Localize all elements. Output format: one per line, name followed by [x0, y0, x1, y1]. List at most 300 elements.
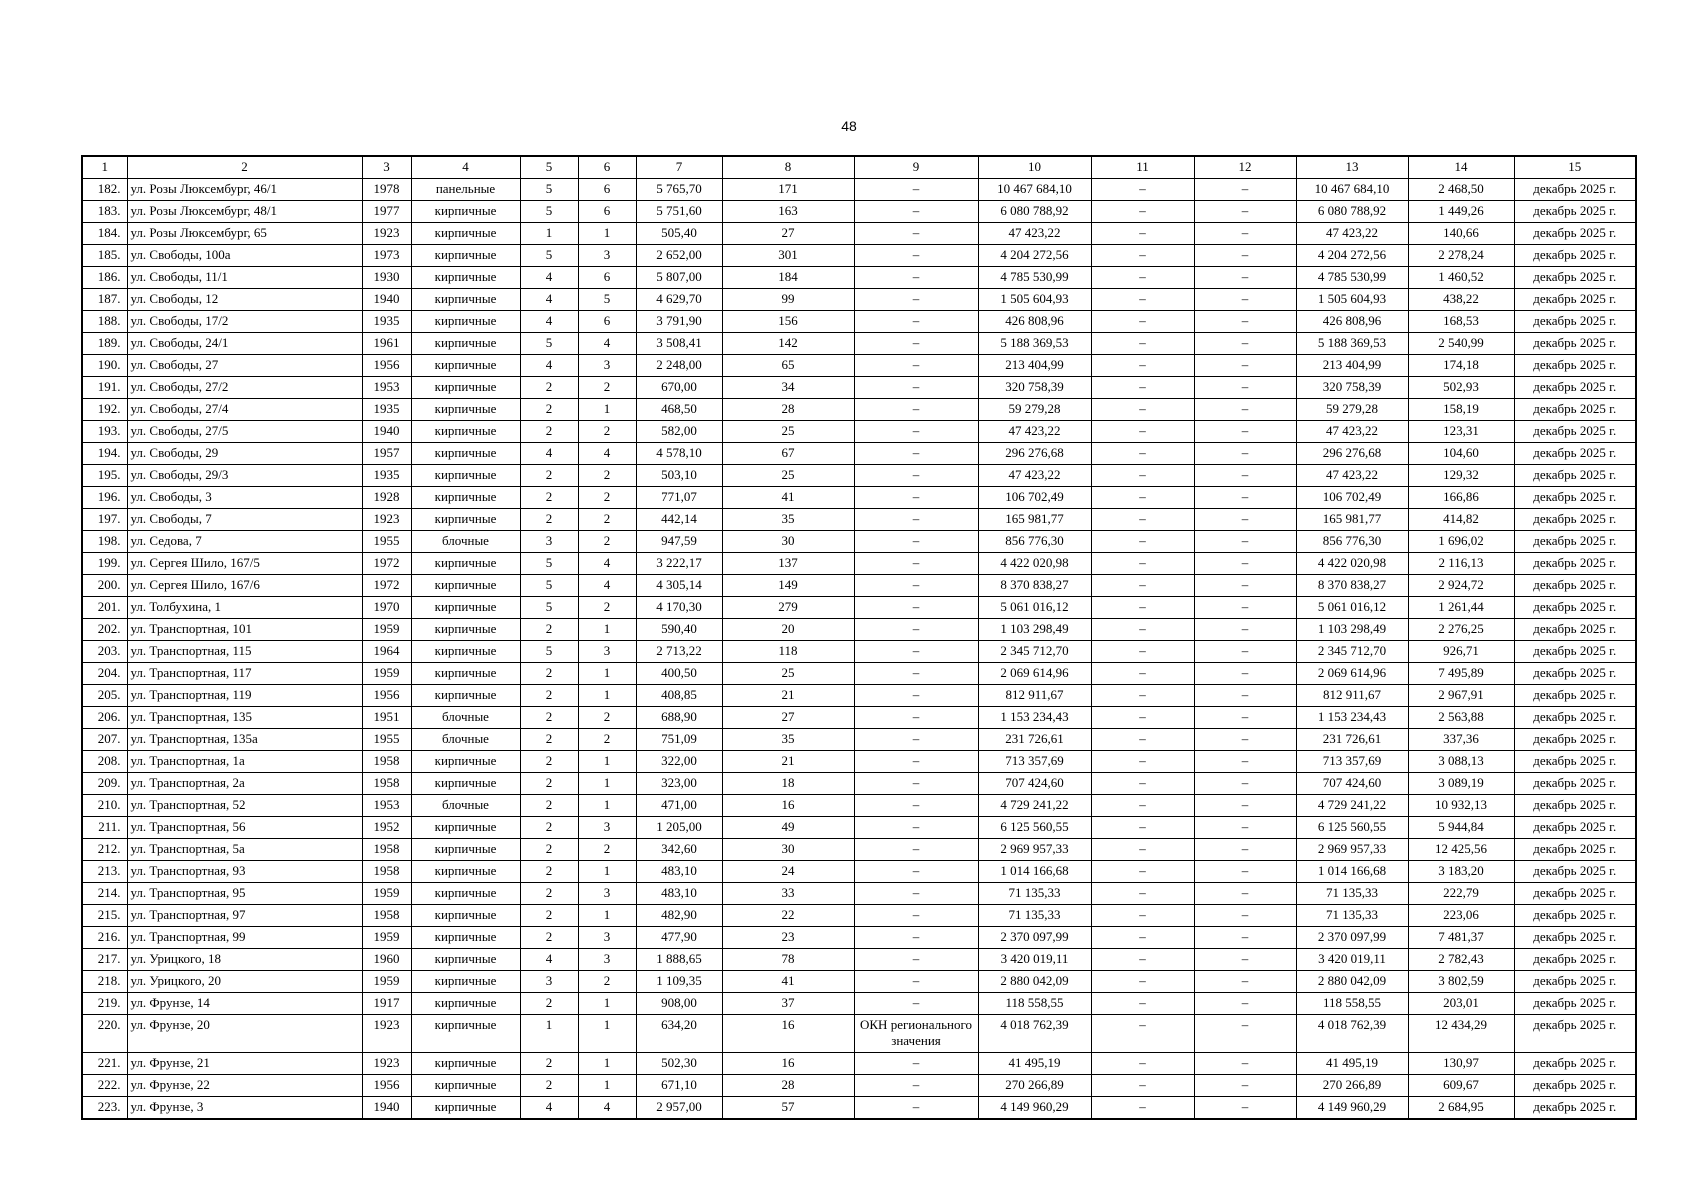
cell-wall-material: кирпичные	[411, 905, 520, 927]
cell-cost-col-13: 231 726,61	[1296, 729, 1408, 751]
cell-cost-col-12: –	[1194, 971, 1296, 993]
cell-row-number: 209.	[82, 773, 127, 795]
cell-address: ул. Транспортная, 135	[127, 707, 362, 729]
cell-heritage-status: –	[854, 509, 978, 531]
cell-year-built: 1959	[362, 971, 411, 993]
cell-wall-material: кирпичные	[411, 641, 520, 663]
cell-total-cost: 165 981,77	[978, 509, 1091, 531]
cell-cost-col-12: –	[1194, 949, 1296, 971]
cell-heritage-status: –	[854, 245, 978, 267]
cell-entrances: 2	[578, 839, 636, 861]
cell-year-built: 1959	[362, 883, 411, 905]
cell-completion-date: декабрь 2025 г.	[1514, 1097, 1636, 1120]
cell-year-built: 1959	[362, 663, 411, 685]
cell-entrances: 1	[578, 1075, 636, 1097]
cell-year-built: 1923	[362, 1015, 411, 1053]
page-number: 48	[841, 118, 857, 134]
cell-completion-date: декабрь 2025 г.	[1514, 773, 1636, 795]
cell-cost-col-13: 6 125 560,55	[1296, 817, 1408, 839]
cell-address: ул. Транспортная, 52	[127, 795, 362, 817]
cell-cost-col-13: 4 204 272,56	[1296, 245, 1408, 267]
cell-entrances: 2	[578, 729, 636, 751]
cell-row-number: 212.	[82, 839, 127, 861]
cell-floors: 2	[520, 685, 578, 707]
column-number-header: 3	[362, 156, 411, 179]
cell-floors: 4	[520, 289, 578, 311]
cell-total-area: 322,00	[636, 751, 722, 773]
cell-heritage-status: –	[854, 685, 978, 707]
cell-total-area: 2 652,00	[636, 245, 722, 267]
cell-year-built: 1935	[362, 311, 411, 333]
cell-residents: 49	[722, 817, 854, 839]
cell-address: ул. Свободы, 27	[127, 355, 362, 377]
cell-address: ул. Транспортная, 101	[127, 619, 362, 641]
cell-year-built: 1958	[362, 751, 411, 773]
cell-residents: 99	[722, 289, 854, 311]
cell-cost-col-12: –	[1194, 179, 1296, 201]
cell-completion-date: декабрь 2025 г.	[1514, 751, 1636, 773]
cell-total-cost: 270 266,89	[978, 1075, 1091, 1097]
cell-row-number: 222.	[82, 1075, 127, 1097]
cell-total-cost: 5 188 369,53	[978, 333, 1091, 355]
cell-wall-material: кирпичные	[411, 663, 520, 685]
cell-floors: 2	[520, 707, 578, 729]
table-row	[82, 839, 1636, 861]
cell-floors: 2	[520, 465, 578, 487]
cell-entrances: 1	[578, 795, 636, 817]
cell-cost-col-12: –	[1194, 509, 1296, 531]
cell-wall-material: кирпичные	[411, 487, 520, 509]
cell-cost-col-13: 4 422 020,98	[1296, 553, 1408, 575]
table-row	[82, 619, 1636, 641]
cell-entrances: 3	[578, 883, 636, 905]
cell-cost-per-sqm: 2 782,43	[1408, 949, 1514, 971]
cell-total-cost: 47 423,22	[978, 223, 1091, 245]
cell-completion-date: декабрь 2025 г.	[1514, 421, 1636, 443]
cell-row-number: 190.	[82, 355, 127, 377]
cell-cost-col-13: 10 467 684,10	[1296, 179, 1408, 201]
cell-heritage-status: –	[854, 839, 978, 861]
cell-completion-date: декабрь 2025 г.	[1514, 861, 1636, 883]
cell-year-built: 1923	[362, 509, 411, 531]
cell-completion-date: декабрь 2025 г.	[1514, 905, 1636, 927]
cell-completion-date: декабрь 2025 г.	[1514, 311, 1636, 333]
cell-wall-material: кирпичные	[411, 465, 520, 487]
cell-cost-col-13: 2 969 957,33	[1296, 839, 1408, 861]
cell-completion-date: декабрь 2025 г.	[1514, 1075, 1636, 1097]
cell-cost-col-12: –	[1194, 905, 1296, 927]
cell-entrances: 6	[578, 311, 636, 333]
column-number-header: 11	[1091, 156, 1194, 179]
cell-heritage-status: –	[854, 465, 978, 487]
cell-row-number: 207.	[82, 729, 127, 751]
cell-entrances: 1	[578, 1015, 636, 1053]
cell-year-built: 1951	[362, 707, 411, 729]
cell-address: ул. Транспортная, 56	[127, 817, 362, 839]
cell-cost-per-sqm: 223,06	[1408, 905, 1514, 927]
table-row	[82, 289, 1636, 311]
cell-total-area: 468,50	[636, 399, 722, 421]
cell-year-built: 1935	[362, 399, 411, 421]
cell-residents: 171	[722, 179, 854, 201]
cell-address: ул. Транспортная, 97	[127, 905, 362, 927]
cell-address: ул. Сергея Шило, 167/6	[127, 575, 362, 597]
cell-cost-col-11: –	[1091, 399, 1194, 421]
cell-heritage-status: –	[854, 729, 978, 751]
cell-heritage-status: –	[854, 971, 978, 993]
cell-wall-material: блочные	[411, 707, 520, 729]
table-row	[82, 333, 1636, 355]
cell-floors: 5	[520, 553, 578, 575]
cell-completion-date: декабрь 2025 г.	[1514, 465, 1636, 487]
cell-wall-material: кирпичные	[411, 949, 520, 971]
cell-year-built: 1940	[362, 421, 411, 443]
cell-residents: 118	[722, 641, 854, 663]
cell-floors: 4	[520, 949, 578, 971]
cell-row-number: 191.	[82, 377, 127, 399]
cell-cost-col-11: –	[1091, 245, 1194, 267]
cell-wall-material: кирпичные	[411, 333, 520, 355]
cell-floors: 2	[520, 773, 578, 795]
cell-cost-col-12: –	[1194, 333, 1296, 355]
cell-floors: 5	[520, 333, 578, 355]
cell-cost-per-sqm: 174,18	[1408, 355, 1514, 377]
cell-residents: 137	[722, 553, 854, 575]
cell-wall-material: кирпичные	[411, 575, 520, 597]
cell-cost-col-13: 4 785 530,99	[1296, 267, 1408, 289]
cell-completion-date: декабрь 2025 г.	[1514, 1053, 1636, 1075]
cell-address: ул. Транспортная, 1а	[127, 751, 362, 773]
cell-row-number: 192.	[82, 399, 127, 421]
cell-cost-col-13: 2 069 614,96	[1296, 663, 1408, 685]
cell-wall-material: кирпичные	[411, 1097, 520, 1120]
table-row	[82, 1075, 1636, 1097]
cell-total-cost: 2 370 097,99	[978, 927, 1091, 949]
cell-residents: 25	[722, 663, 854, 685]
cell-year-built: 1956	[362, 355, 411, 377]
cell-completion-date: декабрь 2025 г.	[1514, 223, 1636, 245]
cell-row-number: 205.	[82, 685, 127, 707]
cell-cost-col-13: 213 404,99	[1296, 355, 1408, 377]
cell-cost-col-11: –	[1091, 861, 1194, 883]
cell-residents: 67	[722, 443, 854, 465]
cell-total-area: 483,10	[636, 883, 722, 905]
cell-cost-col-13: 2 880 042,09	[1296, 971, 1408, 993]
cell-cost-per-sqm: 130,97	[1408, 1053, 1514, 1075]
cell-cost-col-13: 47 423,22	[1296, 465, 1408, 487]
cell-year-built: 1952	[362, 817, 411, 839]
table-row	[82, 949, 1636, 971]
cell-cost-per-sqm: 2 468,50	[1408, 179, 1514, 201]
cell-total-area: 482,90	[636, 905, 722, 927]
cell-cost-col-12: –	[1194, 1097, 1296, 1120]
cell-cost-col-12: –	[1194, 355, 1296, 377]
housing-registry-table	[81, 155, 1637, 1120]
column-number-header: 4	[411, 156, 520, 179]
cell-cost-col-13: 47 423,22	[1296, 223, 1408, 245]
cell-year-built: 1961	[362, 333, 411, 355]
cell-total-area: 670,00	[636, 377, 722, 399]
cell-address: ул. Транспортная, 117	[127, 663, 362, 685]
cell-entrances: 1	[578, 685, 636, 707]
cell-completion-date: декабрь 2025 г.	[1514, 531, 1636, 553]
cell-heritage-status: –	[854, 1097, 978, 1120]
cell-total-area: 2 248,00	[636, 355, 722, 377]
cell-cost-col-11: –	[1091, 201, 1194, 223]
cell-wall-material: кирпичные	[411, 399, 520, 421]
cell-completion-date: декабрь 2025 г.	[1514, 685, 1636, 707]
cell-row-number: 193.	[82, 421, 127, 443]
cell-total-cost: 47 423,22	[978, 465, 1091, 487]
cell-completion-date: декабрь 2025 г.	[1514, 729, 1636, 751]
cell-address: ул. Транспортная, 95	[127, 883, 362, 905]
cell-address: ул. Фрунзе, 3	[127, 1097, 362, 1120]
cell-row-number: 219.	[82, 993, 127, 1015]
cell-completion-date: декабрь 2025 г.	[1514, 487, 1636, 509]
cell-cost-per-sqm: 2 684,95	[1408, 1097, 1514, 1120]
cell-cost-per-sqm: 7 495,89	[1408, 663, 1514, 685]
cell-entrances: 2	[578, 531, 636, 553]
cell-total-area: 442,14	[636, 509, 722, 531]
cell-cost-col-11: –	[1091, 421, 1194, 443]
cell-cost-col-13: 426 808,96	[1296, 311, 1408, 333]
cell-residents: 28	[722, 399, 854, 421]
cell-total-cost: 231 726,61	[978, 729, 1091, 751]
cell-total-area: 671,10	[636, 1075, 722, 1097]
cell-cost-per-sqm: 3 183,20	[1408, 861, 1514, 883]
cell-entrances: 2	[578, 487, 636, 509]
cell-cost-col-11: –	[1091, 685, 1194, 707]
cell-year-built: 1959	[362, 927, 411, 949]
cell-cost-col-13: 296 276,68	[1296, 443, 1408, 465]
cell-cost-per-sqm: 166,86	[1408, 487, 1514, 509]
cell-row-number: 221.	[82, 1053, 127, 1075]
cell-cost-col-12: –	[1194, 267, 1296, 289]
cell-cost-col-13: 1 505 604,93	[1296, 289, 1408, 311]
cell-cost-per-sqm: 104,60	[1408, 443, 1514, 465]
cell-completion-date: декабрь 2025 г.	[1514, 597, 1636, 619]
column-number-header: 9	[854, 156, 978, 179]
cell-total-area: 3 508,41	[636, 333, 722, 355]
cell-entrances: 1	[578, 619, 636, 641]
cell-cost-col-12: –	[1194, 399, 1296, 421]
cell-heritage-status: –	[854, 795, 978, 817]
cell-cost-col-12: –	[1194, 619, 1296, 641]
cell-cost-col-12: –	[1194, 729, 1296, 751]
cell-total-area: 590,40	[636, 619, 722, 641]
table-row	[82, 311, 1636, 333]
cell-heritage-status: –	[854, 267, 978, 289]
table-row	[82, 1015, 1636, 1053]
cell-residents: 35	[722, 729, 854, 751]
cell-cost-per-sqm: 2 967,91	[1408, 685, 1514, 707]
cell-cost-col-12: –	[1194, 641, 1296, 663]
cell-cost-col-13: 2 370 097,99	[1296, 927, 1408, 949]
cell-heritage-status: –	[854, 883, 978, 905]
cell-total-area: 634,20	[636, 1015, 722, 1053]
cell-year-built: 1940	[362, 289, 411, 311]
cell-heritage-status: –	[854, 487, 978, 509]
table-row	[82, 641, 1636, 663]
cell-cost-col-11: –	[1091, 311, 1194, 333]
cell-floors: 5	[520, 201, 578, 223]
cell-cost-col-12: –	[1194, 993, 1296, 1015]
cell-total-area: 3 791,90	[636, 311, 722, 333]
cell-cost-col-13: 4 729 241,22	[1296, 795, 1408, 817]
cell-year-built: 1953	[362, 795, 411, 817]
cell-cost-col-11: –	[1091, 553, 1194, 575]
cell-cost-col-12: –	[1194, 223, 1296, 245]
cell-heritage-status: –	[854, 399, 978, 421]
cell-wall-material: кирпичные	[411, 201, 520, 223]
cell-entrances: 2	[578, 465, 636, 487]
cell-wall-material: кирпичные	[411, 971, 520, 993]
cell-residents: 41	[722, 487, 854, 509]
cell-wall-material: кирпичные	[411, 751, 520, 773]
cell-total-area: 408,85	[636, 685, 722, 707]
cell-cost-col-12: –	[1194, 487, 1296, 509]
cell-row-number: 211.	[82, 817, 127, 839]
table-row	[82, 487, 1636, 509]
cell-total-area: 1 888,65	[636, 949, 722, 971]
cell-heritage-status: –	[854, 553, 978, 575]
cell-address: ул. Свободы, 27/5	[127, 421, 362, 443]
cell-wall-material: кирпичные	[411, 927, 520, 949]
column-number-header: 6	[578, 156, 636, 179]
cell-residents: 35	[722, 509, 854, 531]
cell-cost-col-13: 270 266,89	[1296, 1075, 1408, 1097]
cell-entrances: 1	[578, 905, 636, 927]
cell-total-area: 483,10	[636, 861, 722, 883]
table-row	[82, 883, 1636, 905]
cell-entrances: 1	[578, 663, 636, 685]
cell-residents: 22	[722, 905, 854, 927]
cell-row-number: 187.	[82, 289, 127, 311]
cell-entrances: 6	[578, 179, 636, 201]
cell-wall-material: кирпичные	[411, 267, 520, 289]
cell-floors: 5	[520, 245, 578, 267]
cell-completion-date: декабрь 2025 г.	[1514, 707, 1636, 729]
cell-heritage-status: –	[854, 619, 978, 641]
cell-address: ул. Фрунзе, 14	[127, 993, 362, 1015]
cell-address: ул. Свободы, 29	[127, 443, 362, 465]
cell-cost-per-sqm: 7 481,37	[1408, 927, 1514, 949]
cell-entrances: 4	[578, 553, 636, 575]
table-row	[82, 927, 1636, 949]
cell-year-built: 1958	[362, 861, 411, 883]
cell-address: ул. Транспортная, 115	[127, 641, 362, 663]
cell-residents: 27	[722, 707, 854, 729]
table-row	[82, 729, 1636, 751]
cell-cost-col-11: –	[1091, 223, 1194, 245]
cell-row-number: 185.	[82, 245, 127, 267]
cell-cost-col-11: –	[1091, 1075, 1194, 1097]
cell-cost-col-11: –	[1091, 179, 1194, 201]
cell-heritage-status: –	[854, 311, 978, 333]
cell-row-number: 204.	[82, 663, 127, 685]
cell-year-built: 1935	[362, 465, 411, 487]
cell-total-cost: 4 422 020,98	[978, 553, 1091, 575]
cell-wall-material: кирпичные	[411, 443, 520, 465]
cell-total-area: 5 807,00	[636, 267, 722, 289]
cell-wall-material: кирпичные	[411, 223, 520, 245]
table-row	[82, 993, 1636, 1015]
cell-cost-col-13: 41 495,19	[1296, 1053, 1408, 1075]
cell-cost-col-11: –	[1091, 509, 1194, 531]
cell-cost-col-11: –	[1091, 575, 1194, 597]
table-row	[82, 971, 1636, 993]
cell-cost-col-13: 165 981,77	[1296, 509, 1408, 531]
cell-residents: 25	[722, 465, 854, 487]
cell-entrances: 2	[578, 597, 636, 619]
cell-year-built: 1956	[362, 685, 411, 707]
column-number-header: 15	[1514, 156, 1636, 179]
cell-year-built: 1958	[362, 839, 411, 861]
cell-residents: 16	[722, 1015, 854, 1053]
cell-address: ул. Свободы, 3	[127, 487, 362, 509]
cell-entrances: 1	[578, 1053, 636, 1075]
cell-residents: 16	[722, 795, 854, 817]
cell-cost-col-12: –	[1194, 685, 1296, 707]
cell-total-area: 5 751,60	[636, 201, 722, 223]
cell-wall-material: кирпичные	[411, 685, 520, 707]
cell-residents: 25	[722, 421, 854, 443]
cell-total-cost: 707 424,60	[978, 773, 1091, 795]
cell-cost-col-12: –	[1194, 1053, 1296, 1075]
cell-total-area: 947,59	[636, 531, 722, 553]
cell-cost-col-12: –	[1194, 421, 1296, 443]
cell-year-built: 1928	[362, 487, 411, 509]
cell-row-number: 184.	[82, 223, 127, 245]
table-row	[82, 553, 1636, 575]
cell-total-cost: 713 357,69	[978, 751, 1091, 773]
cell-heritage-status: –	[854, 817, 978, 839]
cell-total-cost: 106 702,49	[978, 487, 1091, 509]
cell-heritage-status: –	[854, 751, 978, 773]
cell-total-cost: 59 279,28	[978, 399, 1091, 421]
cell-address: ул. Транспортная, 135а	[127, 729, 362, 751]
cell-entrances: 3	[578, 927, 636, 949]
cell-row-number: 196.	[82, 487, 127, 509]
cell-total-area: 323,00	[636, 773, 722, 795]
cell-row-number: 203.	[82, 641, 127, 663]
cell-residents: 18	[722, 773, 854, 795]
cell-row-number: 213.	[82, 861, 127, 883]
cell-cost-col-13: 1 103 298,49	[1296, 619, 1408, 641]
cell-floors: 2	[520, 399, 578, 421]
cell-total-cost: 118 558,55	[978, 993, 1091, 1015]
cell-residents: 78	[722, 949, 854, 971]
cell-heritage-status: –	[854, 201, 978, 223]
cell-cost-col-11: –	[1091, 355, 1194, 377]
cell-address: ул. Свободы, 27/2	[127, 377, 362, 399]
cell-cost-col-13: 1 014 166,68	[1296, 861, 1408, 883]
cell-completion-date: декабрь 2025 г.	[1514, 927, 1636, 949]
cell-total-cost: 1 014 166,68	[978, 861, 1091, 883]
cell-heritage-status: –	[854, 179, 978, 201]
cell-cost-per-sqm: 5 944,84	[1408, 817, 1514, 839]
cell-row-number: 194.	[82, 443, 127, 465]
cell-entrances: 1	[578, 223, 636, 245]
cell-completion-date: декабрь 2025 г.	[1514, 619, 1636, 641]
table-row	[82, 399, 1636, 421]
cell-entrances: 3	[578, 949, 636, 971]
cell-residents: 21	[722, 751, 854, 773]
cell-residents: 20	[722, 619, 854, 641]
cell-completion-date: декабрь 2025 г.	[1514, 949, 1636, 971]
cell-cost-per-sqm: 140,66	[1408, 223, 1514, 245]
cell-residents: 28	[722, 1075, 854, 1097]
